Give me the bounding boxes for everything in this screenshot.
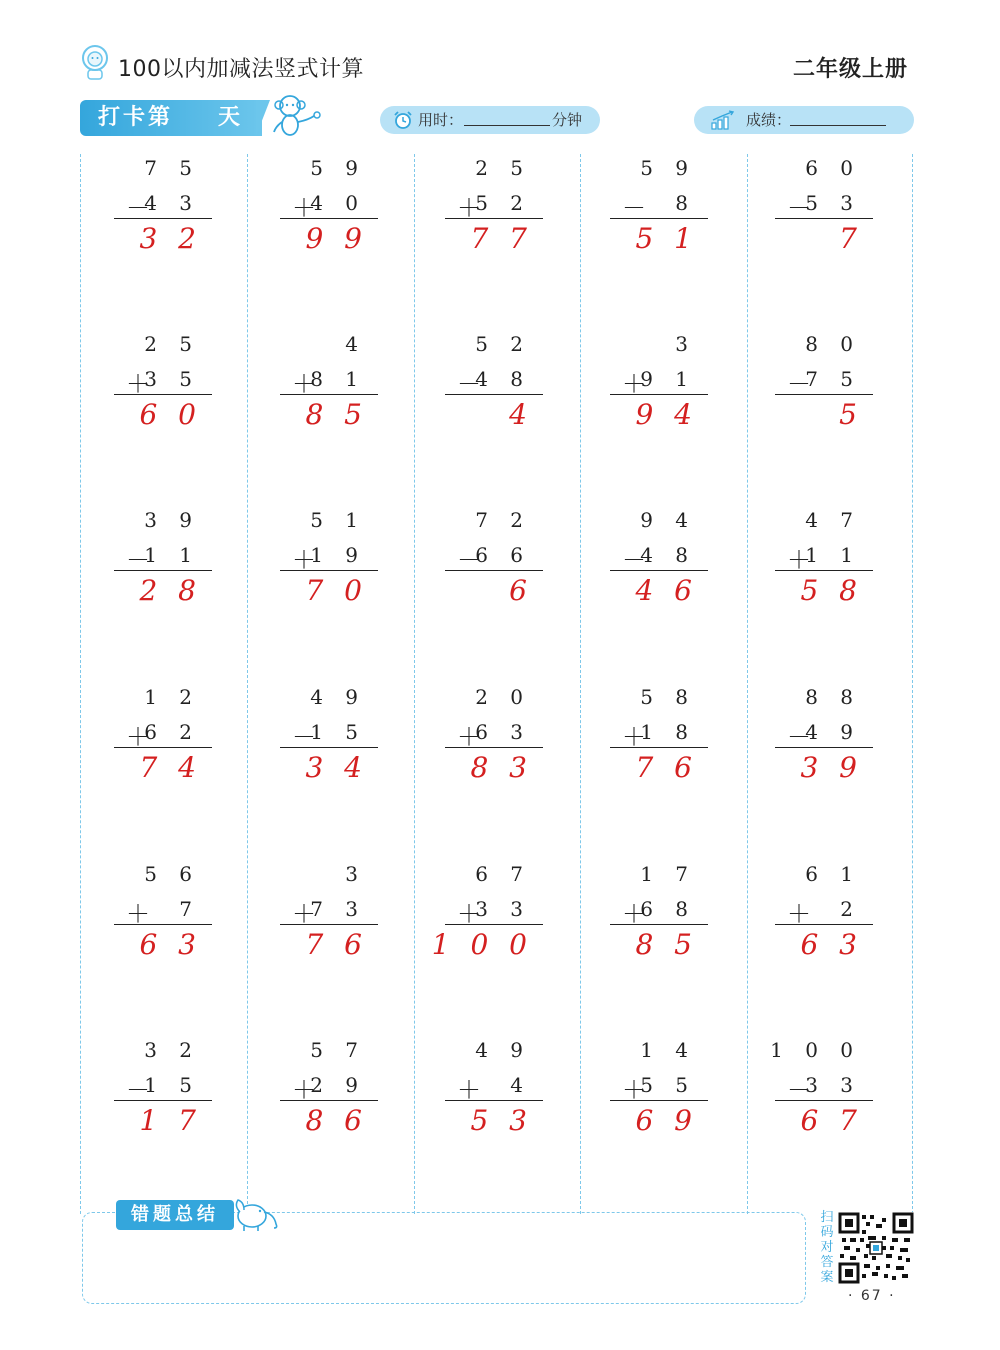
minuend: 7 2: [475, 508, 531, 532]
problem-r5-c2: [280, 860, 380, 970]
time-blank-line[interactable]: [464, 125, 550, 126]
operator-sign: ＋: [622, 723, 646, 751]
problem-r3-c2: [280, 506, 380, 616]
sum-line: [775, 394, 873, 395]
operator-sign: ＋: [292, 194, 316, 222]
problem-r2-c3: [445, 330, 545, 440]
problem-r4-c4: [610, 683, 710, 793]
operator-sign: ＋: [126, 370, 150, 398]
second-operand: 1 5: [310, 720, 366, 744]
problem-r4-c5: [775, 683, 875, 793]
handwritten-answer[interactable]: 7 4: [139, 751, 202, 784]
handwritten-answer[interactable]: 2 8: [139, 574, 202, 607]
handwritten-answer[interactable]: 7 0: [305, 574, 368, 607]
second-operand: 5 3: [805, 191, 861, 215]
sum-line: [445, 1100, 543, 1101]
second-operand: 8 1: [310, 367, 366, 391]
score-field[interactable]: [694, 106, 914, 134]
problem-r5-c4: [610, 860, 710, 970]
second-operand: 4 9: [805, 720, 861, 744]
minuend: 8 8: [805, 685, 861, 709]
minuend: 5 6: [144, 862, 200, 886]
handwritten-answer[interactable]: 1 0 0: [431, 928, 533, 961]
second-operand: 7: [179, 897, 200, 921]
sum-line: [610, 570, 708, 571]
problem-r4-c3: [445, 683, 545, 793]
minuend: 1 2: [144, 685, 200, 709]
second-operand: 7 3: [310, 897, 366, 921]
handwritten-answer[interactable]: 5: [839, 398, 863, 431]
time-label: 用时：: [418, 111, 464, 129]
second-operand: 1 1: [144, 543, 200, 567]
operator-sign: ＋: [292, 370, 316, 398]
handwritten-answer[interactable]: 7: [839, 222, 863, 255]
handwritten-answer[interactable]: 4 6: [635, 574, 698, 607]
sum-line: [280, 1100, 378, 1101]
sum-line: [114, 924, 212, 925]
minuend: 2 0: [475, 685, 531, 709]
second-operand: 1 9: [310, 543, 366, 567]
problem-grid: [80, 154, 914, 1214]
sum-line: [610, 218, 708, 219]
column-divider: [912, 154, 913, 1214]
minuend: 1 0 0: [770, 1038, 861, 1062]
sum-line: [445, 394, 543, 395]
sum-line: [114, 747, 212, 748]
operator-sign: ＋: [292, 900, 316, 928]
monkey-mascot-icon: [266, 92, 326, 140]
second-operand: 1 5: [144, 1073, 200, 1097]
sum-line: [610, 1100, 708, 1101]
operator-sign: ＋: [126, 900, 150, 928]
operator-sign: ＋: [457, 194, 481, 222]
operator-sign: －: [787, 370, 811, 398]
minuend: 3 9: [144, 508, 200, 532]
lion-logo-icon: [80, 44, 110, 80]
problem-r3-c1: [114, 506, 214, 616]
sum-line: [114, 570, 212, 571]
sum-line: [114, 1100, 212, 1101]
problem-r1-c5: [775, 154, 875, 264]
grade-label: 二年级上册: [792, 57, 908, 82]
operator-sign: －: [457, 546, 481, 574]
sum-line: [280, 570, 378, 571]
sum-line: [775, 570, 873, 571]
second-operand: 4 8: [640, 543, 696, 567]
sum-line: [280, 924, 378, 925]
minuend: 4 9: [310, 685, 366, 709]
qr-code-icon[interactable]: [838, 1212, 914, 1284]
time-unit: 分钟: [552, 111, 583, 129]
sum-line: [280, 747, 378, 748]
operator-sign: ＋: [292, 1076, 316, 1104]
score-blank-line[interactable]: [790, 125, 886, 126]
operator-sign: －: [126, 1076, 150, 1104]
operator-sign: ＋: [126, 723, 150, 751]
handwritten-answer[interactable]: 5 3: [470, 1104, 533, 1137]
handwritten-answer[interactable]: 5 8: [800, 574, 863, 607]
banner-row: [80, 98, 914, 140]
checkin-day-word: 天: [218, 105, 244, 130]
column-divider: [80, 154, 81, 1214]
operator-sign: ＋: [292, 546, 316, 574]
operator-sign: ＋: [457, 723, 481, 751]
handwritten-answer[interactable]: 8 3: [470, 751, 533, 784]
operator-sign: －: [622, 194, 646, 222]
minuend: 9 4: [640, 508, 696, 532]
problem-r2-c5: [775, 330, 875, 440]
problem-r5-c3: [431, 860, 545, 970]
sum-line: [445, 924, 543, 925]
operator-sign: －: [622, 546, 646, 574]
second-operand: 2: [840, 897, 861, 921]
minuend: 6 0: [805, 156, 861, 180]
problem-r2-c2: [280, 330, 380, 440]
minuend: 3: [345, 862, 366, 886]
operator-sign: ＋: [787, 900, 811, 928]
handwritten-answer[interactable]: 5 1: [635, 222, 698, 255]
operator-sign: －: [787, 1076, 811, 1104]
problem-r3-c4: [610, 506, 710, 616]
problem-r6-c3: [445, 1036, 545, 1146]
handwritten-answer[interactable]: 7 6: [305, 928, 368, 961]
minuend: 1 4: [640, 1038, 696, 1062]
page-number: · 67 ·: [848, 1288, 896, 1304]
second-operand: 6 8: [640, 897, 696, 921]
minuend: 5 1: [310, 508, 366, 532]
problem-r3-c3: [445, 506, 545, 616]
problem-r6-c4: [610, 1036, 710, 1146]
problem-r4-c1: [114, 683, 214, 793]
minuend: 5 9: [310, 156, 366, 180]
handwritten-answer[interactable]: 8 5: [635, 928, 698, 961]
minuend: 3: [675, 332, 696, 356]
handwritten-answer[interactable]: 7 6: [635, 751, 698, 784]
sum-line: [610, 394, 708, 395]
operator-sign: －: [787, 194, 811, 222]
handwritten-answer[interactable]: 8 5: [305, 398, 368, 431]
problem-r1-c4: [610, 154, 710, 264]
sum-line: [114, 218, 212, 219]
problem-r3-c5: [775, 506, 875, 616]
minuend: 4 9: [475, 1038, 531, 1062]
column-divider: [580, 154, 581, 1214]
problem-r5-c1: [114, 860, 214, 970]
second-operand: 1 8: [640, 720, 696, 744]
column-divider: [414, 154, 415, 1214]
operator-sign: －: [292, 723, 316, 751]
sum-line: [610, 747, 708, 748]
score-label: 成绩：: [746, 111, 792, 129]
problem-r5-c5: [775, 860, 875, 970]
sum-line: [610, 924, 708, 925]
operator-sign: －: [457, 370, 481, 398]
checkin-label: 打卡第: [98, 105, 174, 130]
problem-r2-c4: [610, 330, 710, 440]
operator-sign: ＋: [622, 900, 646, 928]
minuend: 6 7: [475, 862, 531, 886]
column-divider: [247, 154, 248, 1214]
problem-r1-c2: [280, 154, 380, 264]
alarm-clock-icon: [392, 110, 414, 130]
minuend: 5 9: [640, 156, 696, 180]
minuend: 4: [345, 332, 366, 356]
score-chart-icon: [710, 110, 738, 130]
operator-sign: ＋: [622, 370, 646, 398]
minuend: 2 5: [144, 332, 200, 356]
handwritten-answer[interactable]: 6: [509, 574, 533, 607]
second-operand: 5 2: [475, 191, 531, 215]
handwritten-answer[interactable]: 6 3: [800, 928, 863, 961]
minuend: 2 5: [475, 156, 531, 180]
problem-r2-c1: [114, 330, 214, 440]
minuend: 3 2: [144, 1038, 200, 1062]
time-field[interactable]: [380, 106, 600, 134]
second-operand: 6 6: [475, 543, 531, 567]
minuend: 5 2: [475, 332, 531, 356]
checkin-banner: [80, 100, 262, 136]
handwritten-answer[interactable]: 3 4: [305, 751, 368, 784]
handwritten-answer[interactable]: 8 6: [305, 1104, 368, 1137]
operator-sign: －: [787, 723, 811, 751]
second-operand: 7 5: [805, 367, 861, 391]
mistakes-summary-label: 错题总结: [116, 1200, 234, 1230]
problem-r6-c5: [770, 1036, 875, 1146]
minuend: 8 0: [805, 332, 861, 356]
handwritten-answer[interactable]: 4: [509, 398, 533, 431]
problem-r6-c1: [114, 1036, 214, 1146]
operator-sign: ＋: [622, 1076, 646, 1104]
second-operand: 3 3: [805, 1073, 861, 1097]
scan-for-answers-text: 扫码对答案: [820, 1210, 834, 1285]
operator-sign: －: [126, 194, 150, 222]
second-operand: 9 1: [640, 367, 696, 391]
sum-line: [280, 218, 378, 219]
second-operand: 4 8: [475, 367, 531, 391]
second-operand: 4 0: [310, 191, 366, 215]
operator-sign: ＋: [457, 1076, 481, 1104]
operator-sign: ＋: [457, 900, 481, 928]
second-operand: 2 9: [310, 1073, 366, 1097]
handwritten-answer[interactable]: 1 7: [139, 1104, 202, 1137]
second-operand: 6 2: [144, 720, 200, 744]
sum-line: [775, 747, 873, 748]
second-operand: 3 5: [144, 367, 200, 391]
sum-line: [445, 747, 543, 748]
second-operand: 5 5: [640, 1073, 696, 1097]
elephant-icon: [232, 1196, 280, 1232]
problem-r4-c2: [280, 683, 380, 793]
sum-line: [775, 924, 873, 925]
problem-r1-c1: [114, 154, 214, 264]
second-operand: 4: [510, 1073, 531, 1097]
second-operand: 3 3: [475, 897, 531, 921]
operator-sign: ＋: [787, 546, 811, 574]
page-title: 100以内加减法竖式计算: [118, 57, 364, 82]
second-operand: 8: [675, 191, 696, 215]
handwritten-answer[interactable]: 6 7: [800, 1104, 863, 1137]
problem-r1-c3: [445, 154, 545, 264]
sum-line: [114, 394, 212, 395]
handwritten-answer[interactable]: 9 9: [305, 222, 368, 255]
handwritten-answer[interactable]: 6 9: [635, 1104, 698, 1137]
second-operand: 6 3: [475, 720, 531, 744]
minuend: 1 7: [640, 862, 696, 886]
handwritten-answer[interactable]: 3 2: [139, 222, 202, 255]
operator-sign: －: [126, 546, 150, 574]
handwritten-answer[interactable]: 3 9: [800, 751, 863, 784]
minuend: 4 7: [805, 508, 861, 532]
problem-r6-c2: [280, 1036, 380, 1146]
sum-line: [775, 218, 873, 219]
minuend: 5 7: [310, 1038, 366, 1062]
sum-line: [445, 570, 543, 571]
sum-line: [280, 394, 378, 395]
handwritten-answer[interactable]: 6 3: [139, 928, 202, 961]
handwritten-answer[interactable]: 7 7: [470, 222, 533, 255]
handwritten-answer[interactable]: 9 4: [635, 398, 698, 431]
minuend: 7 5: [144, 156, 200, 180]
column-divider: [747, 154, 748, 1214]
sum-line: [775, 1100, 873, 1101]
second-operand: 1 1: [805, 543, 861, 567]
second-operand: 4 3: [144, 191, 200, 215]
minuend: 6 1: [805, 862, 861, 886]
minuend: 5 8: [640, 685, 696, 709]
handwritten-answer[interactable]: 6 0: [139, 398, 202, 431]
sum-line: [445, 218, 543, 219]
